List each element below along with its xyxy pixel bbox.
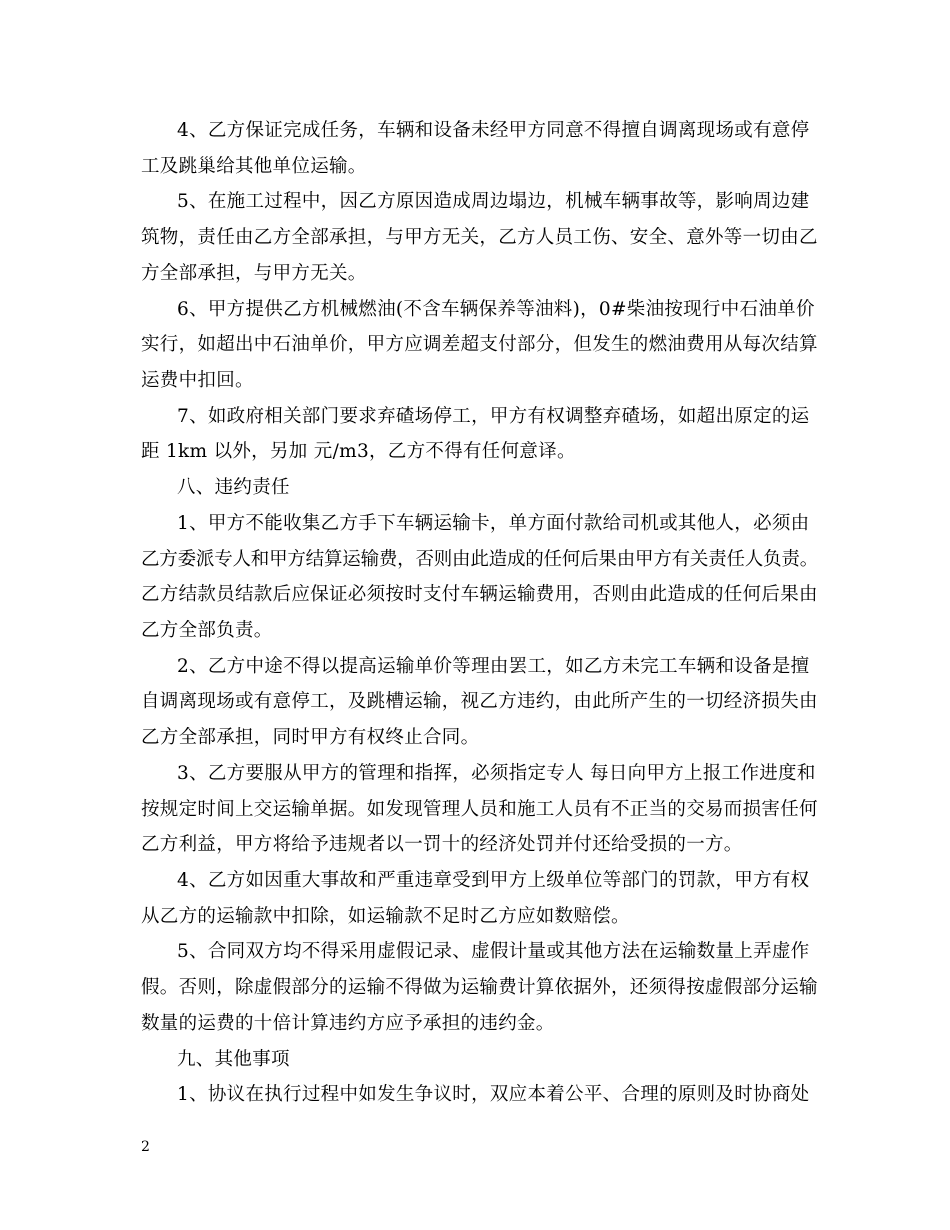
section-heading: 九、其他事项 — [177, 1049, 290, 1070]
text-line: 自调离现场或有意停工，及跳槽运输，视乙方违约，由此所产生的一切经济损失由 — [141, 691, 818, 712]
text-line: 乙方委派专人和甲方结算运输费，否则由此造成的任何后果由甲方有关责任人负责。 — [141, 549, 818, 570]
text-line: 工及跳巢给其他单位运输。 — [141, 156, 367, 177]
text-line: 筑物，责任由乙方全部承担，与甲方无关，乙方人员工伤、安全、意外等一切由乙 — [141, 227, 818, 248]
text-line: 方全部承担，与甲方无关。 — [141, 263, 367, 284]
text-line: 7、如政府相关部门要求弃碴场停工，甲方有权调整弃碴场，如超出原定的运 — [177, 406, 810, 427]
text-line: 1、甲方不能收集乙方手下车辆运输卡，单方面付款给司机或其他人，必须由 — [177, 513, 810, 534]
text-line: 乙方全部承担，同时甲方有权终止合同。 — [141, 727, 480, 748]
text-line: 乙方利益，甲方将给予违规者以一罚十的经济处罚并付还给受损的一方。 — [141, 834, 743, 855]
text-line: 数量的运费的十倍计算违约方应予承担的违约金。 — [141, 1013, 555, 1034]
text-line: 4、乙方如因重大事故和严重违章受到甲方上级单位等部门的罚款，甲方有权 — [177, 870, 810, 891]
text-line: 乙方全部负责。 — [141, 620, 273, 641]
text-line: 距 1km 以外，另加 元/m3，乙方不得有任何意译。 — [141, 441, 576, 462]
section-heading: 八、违约责任 — [177, 477, 290, 498]
text-line: 2、乙方中途不得以提高运输单价等理由罢工，如乙方未完工车辆和设备是擅 — [177, 656, 810, 677]
text-line: 运费中扣回。 — [141, 370, 254, 391]
text-line: 5、在施工过程中，因乙方原因造成周边塌边，机械车辆事故等，影响周边建 — [177, 191, 810, 212]
text-line: 4、乙方保证完成任务，车辆和设备未经甲方同意不得擅自调离现场或有意停 — [177, 120, 810, 141]
page-number: 2 — [141, 1139, 150, 1155]
text-line: 按规定时间上交运输单据。如发现管理人员和施工人员有不正当的交易而损害任何 — [141, 799, 818, 820]
text-line: 实行，如超出中石油单价，甲方应调差超支付部分，但发生的燃油费用从每次结算 — [141, 334, 818, 355]
text-line: 3、乙方要服从甲方的管理和指挥，必须指定专人 每日向甲方上报工作进度和 — [177, 763, 816, 784]
text-line: 6、甲方提供乙方机械燃油(不含车辆保养等油料)，0#柴油按现行中石油单价 — [177, 299, 815, 320]
text-line: 1、协议在执行过程中如发生争议时，双应本着公平、合理的原则及时协商处 — [177, 1084, 810, 1105]
text-line: 5、合同双方均不得采用虚假记录、虚假计量或其他方法在运输数量上弄虚作 — [177, 941, 810, 962]
text-line: 假。否则，除虚假部分的运输不得做为运输费计算依据外，还须得按虚假部分运输 — [141, 977, 818, 998]
text-line: 从乙方的运输款中扣除，如运输款不足时乙方应如数赔偿。 — [141, 906, 630, 927]
text-line: 乙方结款员结款后应保证必须按时支付车辆运输费用，否则由此造成的任何后果由 — [141, 584, 818, 605]
